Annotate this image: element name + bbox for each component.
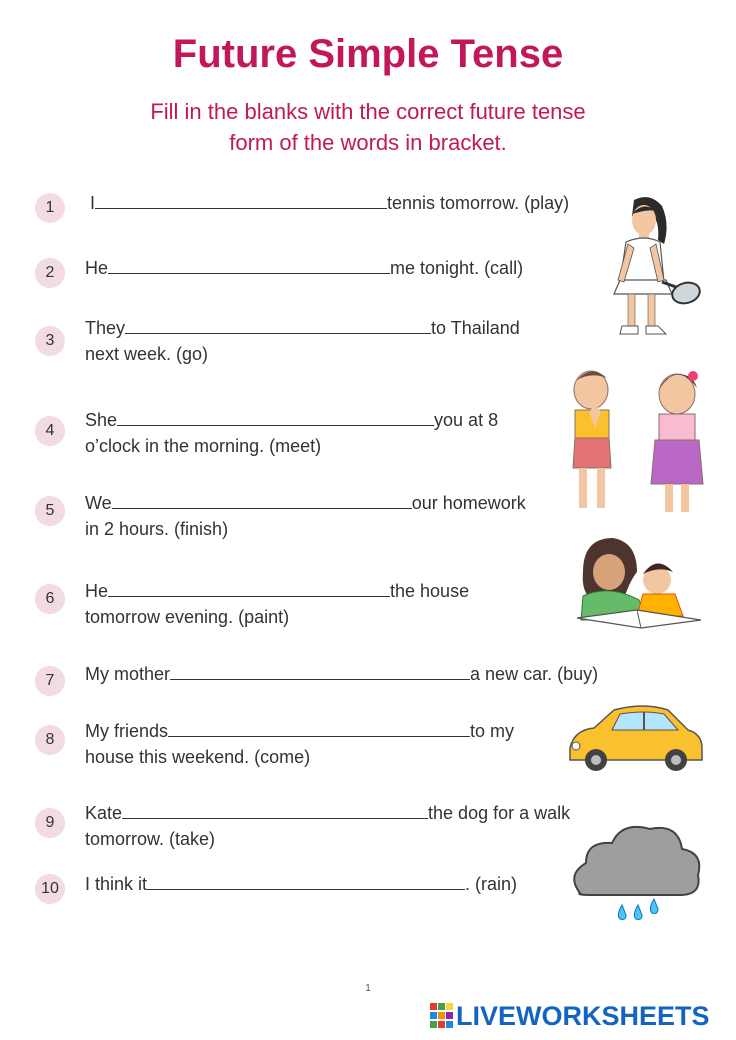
question-text-after: to my	[470, 721, 515, 741]
answer-blank-6[interactable]	[108, 581, 390, 597]
answer-input-3[interactable]	[125, 321, 431, 339]
answer-input-5[interactable]	[112, 496, 412, 514]
question-text-line-2: tomorrow evening. (paint)	[85, 607, 290, 627]
answer-blank-1[interactable]	[95, 193, 387, 209]
answer-blank-2[interactable]	[108, 258, 390, 274]
page-number: 1	[365, 983, 371, 994]
instructions	[0, 96, 736, 158]
instructions-line-2: form of the words in bracket.	[229, 130, 507, 155]
question-number: 4	[35, 416, 65, 446]
question-text-after: me tonight. (call)	[390, 258, 524, 278]
instructions-line-1: Fill in the blanks with the correct future tense	[150, 99, 586, 124]
answer-blank-7[interactable]	[170, 664, 470, 680]
question-text-before: I	[90, 193, 96, 213]
question-number: 2	[35, 258, 65, 288]
question-number: 8	[35, 725, 65, 755]
question-number: 10	[35, 874, 65, 904]
question-number: 3	[35, 326, 65, 356]
mother-child-reading-illustration	[573, 532, 703, 632]
answer-input-4[interactable]	[117, 413, 434, 431]
question-text-after: the dog for a walk	[428, 803, 571, 823]
question-number: 7	[35, 666, 65, 696]
question-text-after: . (rain)	[465, 874, 518, 894]
rain-cloud-illustration	[566, 823, 701, 928]
question-text-before: We	[85, 493, 112, 513]
answer-input-2[interactable]	[108, 261, 390, 279]
question-text-before: I think it	[85, 874, 148, 894]
question-number: 5	[35, 496, 65, 526]
answer-input-10[interactable]	[147, 877, 465, 895]
question-text-after: the house	[390, 581, 470, 601]
tennis-girl-illustration	[582, 192, 702, 347]
answer-blank-3[interactable]	[125, 318, 431, 334]
answer-blank-8[interactable]	[168, 721, 470, 737]
answer-blank-10[interactable]	[147, 874, 465, 890]
question-text-after: tennis tomorrow. (play)	[387, 193, 570, 213]
question-text-before: My mother	[85, 664, 171, 684]
question-text-before: She	[85, 410, 118, 430]
two-children-illustration	[567, 364, 707, 520]
question-text-before: He	[85, 258, 109, 278]
question-number: 6	[35, 584, 65, 614]
question-text-after: you at 8	[434, 410, 499, 430]
question-text-line-2: in 2 hours. (finish)	[85, 519, 229, 539]
question-text-before: My friends	[85, 721, 169, 741]
answer-input-9[interactable]	[122, 806, 428, 824]
liveworksheets-logo-icon	[430, 1003, 454, 1029]
page-title: Future Simple Tense	[172, 32, 564, 76]
question-text-line-2: house this weekend. (come)	[85, 747, 311, 767]
question-text-line-2: o’clock in the morning. (meet)	[85, 436, 322, 456]
yellow-car-illustration	[564, 704, 704, 776]
question-text-after: a new car. (buy)	[470, 664, 599, 684]
question-text-before: He	[85, 581, 109, 601]
answer-input-7[interactable]	[170, 667, 470, 685]
answer-blank-5[interactable]	[112, 493, 412, 509]
question-number: 9	[35, 808, 65, 838]
question-text-after: our homework	[411, 493, 526, 513]
answer-blank-4[interactable]	[117, 410, 434, 426]
question-text-line-2: tomorrow. (take)	[85, 829, 216, 849]
answer-input-1[interactable]	[95, 196, 387, 214]
question-number: 1	[35, 193, 65, 223]
question-text-line-2: next week. (go)	[85, 344, 209, 364]
question-text-before: Kate	[85, 803, 123, 823]
liveworksheets-logo: LIVEWORKSHEETS	[456, 1001, 710, 1031]
answer-input-8[interactable]	[168, 724, 470, 742]
question-text-before: They	[85, 318, 126, 338]
answer-blank-9[interactable]	[122, 803, 428, 819]
question-text-after: to Thailand	[431, 318, 520, 338]
answer-input-6[interactable]	[108, 584, 390, 602]
